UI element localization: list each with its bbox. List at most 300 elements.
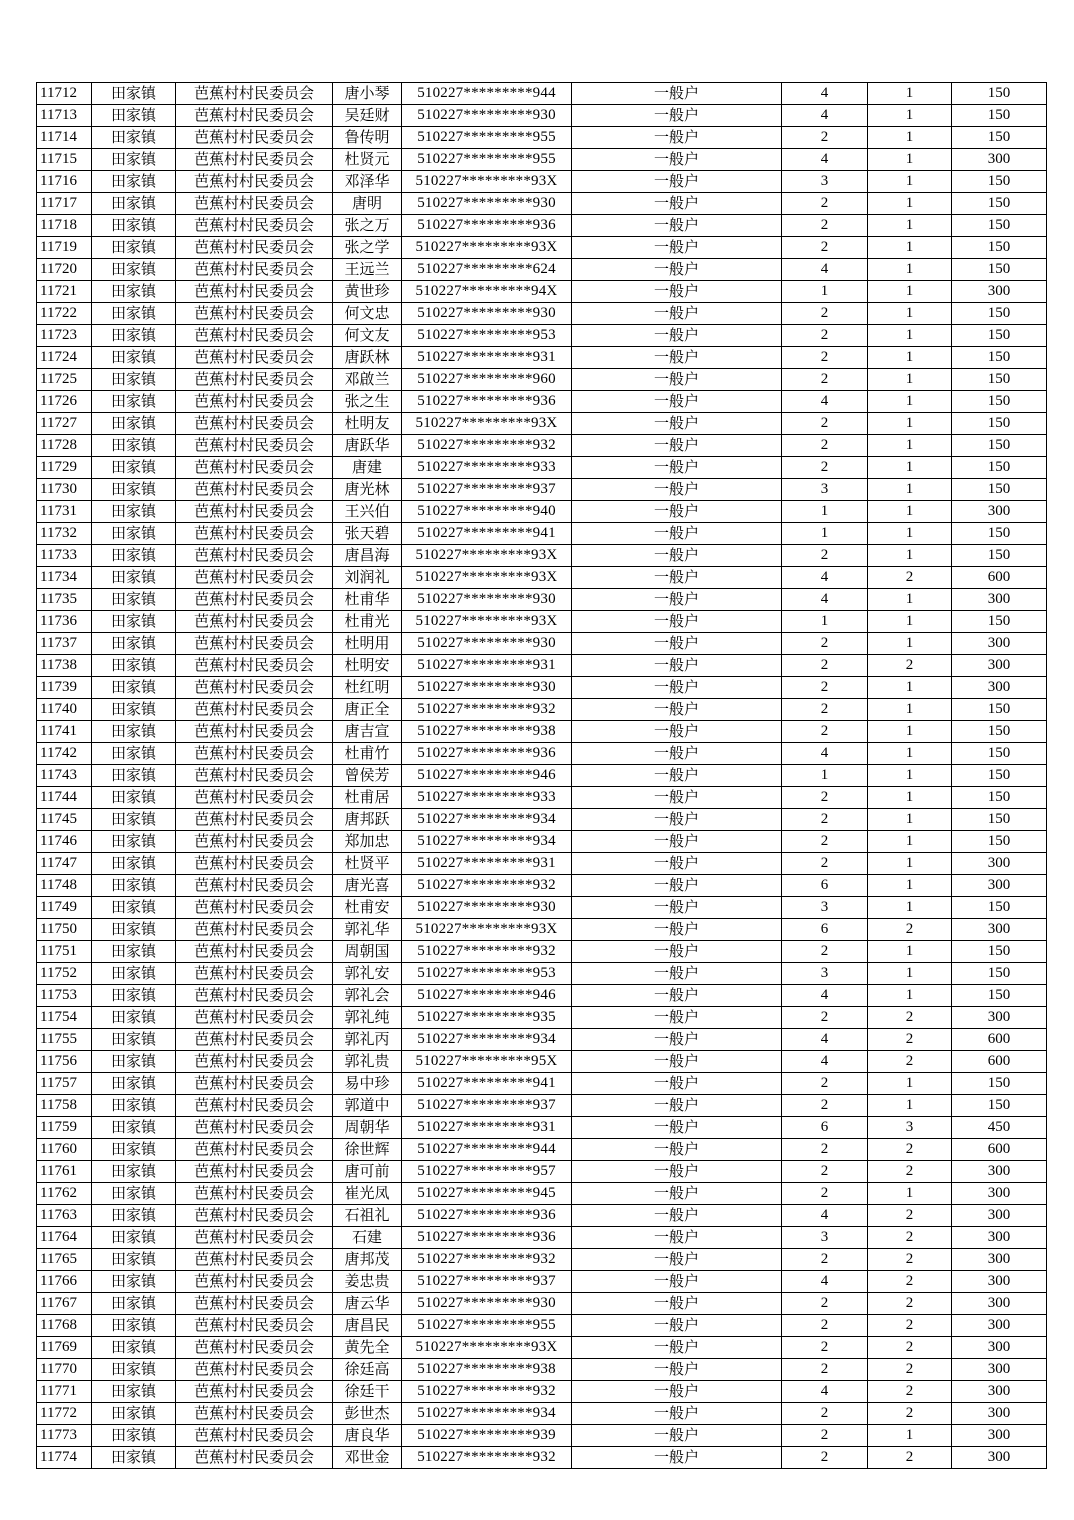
cell-amount: 300: [952, 1205, 1047, 1227]
cell-row-number: 11747: [37, 853, 92, 875]
cell-amount: 150: [952, 413, 1047, 435]
cell-count: 1: [868, 259, 952, 281]
cell-id-number: 510227*********955: [402, 149, 572, 171]
cell-household-type: 一般户: [572, 809, 782, 831]
cell-town: 田家镇: [92, 1337, 176, 1359]
cell-town: 田家镇: [92, 281, 176, 303]
cell-householder-name: 邓泽华: [333, 171, 402, 193]
cell-amount: 300: [952, 1447, 1047, 1469]
cell-village-committee: 芭蕉村村民委员会: [176, 1359, 333, 1381]
cell-household-type: 一般户: [572, 831, 782, 853]
cell-household-type: 一般户: [572, 985, 782, 1007]
cell-town: 田家镇: [92, 1161, 176, 1183]
cell-town: 田家镇: [92, 215, 176, 237]
cell-count: 1: [868, 215, 952, 237]
cell-town: 田家镇: [92, 721, 176, 743]
cell-household-type: 一般户: [572, 457, 782, 479]
cell-household-type: 一般户: [572, 1029, 782, 1051]
cell-household-type: 一般户: [572, 677, 782, 699]
cell-id-number: 510227*********93X: [402, 611, 572, 633]
cell-count: 3: [868, 1117, 952, 1139]
cell-count: 1: [868, 589, 952, 611]
cell-id-number: 510227*********953: [402, 963, 572, 985]
cell-count: 2: [868, 1161, 952, 1183]
cell-id-number: 510227*********953: [402, 325, 572, 347]
cell-household-type: 一般户: [572, 1205, 782, 1227]
cell-householder-name: 姜忠贵: [333, 1271, 402, 1293]
table-row: [37, 1425, 1047, 1447]
cell-householder-name: 唐建: [333, 457, 402, 479]
cell-household-type: 一般户: [572, 787, 782, 809]
cell-village-committee: 芭蕉村村民委员会: [176, 501, 333, 523]
cell-household-size: 4: [782, 149, 868, 171]
cell-household-size: 6: [782, 919, 868, 941]
cell-row-number: 11768: [37, 1315, 92, 1337]
table-row: [37, 1403, 1047, 1425]
cell-id-number: 510227*********93X: [402, 237, 572, 259]
cell-household-type: 一般户: [572, 1183, 782, 1205]
cell-count: 1: [868, 721, 952, 743]
cell-row-number: 11772: [37, 1403, 92, 1425]
cell-town: 田家镇: [92, 1359, 176, 1381]
cell-town: 田家镇: [92, 347, 176, 369]
cell-householder-name: 石祖礼: [333, 1205, 402, 1227]
cell-row-number: 11765: [37, 1249, 92, 1271]
cell-town: 田家镇: [92, 1007, 176, 1029]
cell-village-committee: 芭蕉村村民委员会: [176, 567, 333, 589]
cell-household-size: 2: [782, 1447, 868, 1469]
cell-household-type: 一般户: [572, 149, 782, 171]
cell-town: 田家镇: [92, 1051, 176, 1073]
cell-household-size: 2: [782, 1403, 868, 1425]
cell-id-number: 510227*********939: [402, 1425, 572, 1447]
table-row: [37, 677, 1047, 699]
cell-householder-name: 周朝华: [333, 1117, 402, 1139]
cell-row-number: 11745: [37, 809, 92, 831]
cell-row-number: 11738: [37, 655, 92, 677]
cell-id-number: 510227*********955: [402, 127, 572, 149]
cell-id-number: 510227*********933: [402, 457, 572, 479]
cell-household-size: 2: [782, 809, 868, 831]
cell-id-number: 510227*********932: [402, 875, 572, 897]
cell-village-committee: 芭蕉村村民委员会: [176, 83, 333, 105]
cell-count: 1: [868, 523, 952, 545]
cell-household-type: 一般户: [572, 655, 782, 677]
cell-town: 田家镇: [92, 545, 176, 567]
cell-count: 1: [868, 127, 952, 149]
cell-household-size: 2: [782, 1073, 868, 1095]
cell-id-number: 510227*********94X: [402, 281, 572, 303]
table-body: [37, 83, 1047, 1469]
cell-household-type: 一般户: [572, 1073, 782, 1095]
cell-householder-name: 唐昌民: [333, 1315, 402, 1337]
cell-amount: 150: [952, 941, 1047, 963]
cell-householder-name: 张天碧: [333, 523, 402, 545]
cell-village-committee: 芭蕉村村民委员会: [176, 897, 333, 919]
cell-household-type: 一般户: [572, 413, 782, 435]
cell-village-committee: 芭蕉村村民委员会: [176, 457, 333, 479]
table-row: [37, 1095, 1047, 1117]
cell-amount: 300: [952, 1359, 1047, 1381]
cell-householder-name: 唐明: [333, 193, 402, 215]
cell-householder-name: 唐小琴: [333, 83, 402, 105]
cell-amount: 150: [952, 457, 1047, 479]
cell-household-type: 一般户: [572, 325, 782, 347]
cell-town: 田家镇: [92, 1271, 176, 1293]
cell-town: 田家镇: [92, 985, 176, 1007]
cell-village-committee: 芭蕉村村民委员会: [176, 1337, 333, 1359]
cell-household-size: 4: [782, 1205, 868, 1227]
cell-row-number: 11755: [37, 1029, 92, 1051]
cell-household-size: 4: [782, 985, 868, 1007]
cell-household-size: 2: [782, 633, 868, 655]
cell-row-number: 11752: [37, 963, 92, 985]
cell-household-type: 一般户: [572, 127, 782, 149]
cell-village-committee: 芭蕉村村民委员会: [176, 589, 333, 611]
cell-town: 田家镇: [92, 457, 176, 479]
cell-household-size: 1: [782, 523, 868, 545]
cell-amount: 150: [952, 171, 1047, 193]
cell-amount: 150: [952, 105, 1047, 127]
cell-amount: 300: [952, 677, 1047, 699]
cell-amount: 150: [952, 985, 1047, 1007]
cell-village-committee: 芭蕉村村民委员会: [176, 127, 333, 149]
cell-household-type: 一般户: [572, 523, 782, 545]
cell-town: 田家镇: [92, 325, 176, 347]
cell-count: 2: [868, 1205, 952, 1227]
cell-count: 1: [868, 237, 952, 259]
cell-householder-name: 唐吉宣: [333, 721, 402, 743]
cell-village-committee: 芭蕉村村民委员会: [176, 1249, 333, 1271]
cell-household-size: 2: [782, 413, 868, 435]
cell-household-size: 2: [782, 369, 868, 391]
cell-amount: 600: [952, 1029, 1047, 1051]
cell-town: 田家镇: [92, 149, 176, 171]
cell-householder-name: 杜甫安: [333, 897, 402, 919]
cell-household-size: 2: [782, 193, 868, 215]
cell-amount: 150: [952, 127, 1047, 149]
cell-household-type: 一般户: [572, 611, 782, 633]
cell-household-size: 3: [782, 897, 868, 919]
cell-amount: 150: [952, 369, 1047, 391]
cell-household-size: 6: [782, 1117, 868, 1139]
cell-village-committee: 芭蕉村村民委员会: [176, 303, 333, 325]
table-row: [37, 1293, 1047, 1315]
cell-town: 田家镇: [92, 127, 176, 149]
cell-amount: 300: [952, 1183, 1047, 1205]
cell-town: 田家镇: [92, 479, 176, 501]
cell-town: 田家镇: [92, 853, 176, 875]
cell-count: 1: [868, 545, 952, 567]
cell-household-type: 一般户: [572, 1007, 782, 1029]
cell-amount: 300: [952, 1161, 1047, 1183]
cell-householder-name: 杜甫居: [333, 787, 402, 809]
table-row: [37, 369, 1047, 391]
cell-town: 田家镇: [92, 1073, 176, 1095]
table-row: [37, 853, 1047, 875]
cell-count: 2: [868, 1315, 952, 1337]
cell-count: 1: [868, 347, 952, 369]
cell-village-committee: 芭蕉村村民委员会: [176, 215, 333, 237]
cell-amount: 300: [952, 1249, 1047, 1271]
cell-count: 1: [868, 1095, 952, 1117]
cell-householder-name: 杜甫竹: [333, 743, 402, 765]
cell-household-type: 一般户: [572, 1425, 782, 1447]
table-row: [37, 787, 1047, 809]
cell-village-committee: 芭蕉村村民委员会: [176, 831, 333, 853]
cell-household-size: 2: [782, 457, 868, 479]
cell-town: 田家镇: [92, 237, 176, 259]
table-row: [37, 721, 1047, 743]
cell-id-number: 510227*********93X: [402, 1337, 572, 1359]
cell-id-number: 510227*********931: [402, 853, 572, 875]
cell-amount: 150: [952, 787, 1047, 809]
cell-count: 1: [868, 171, 952, 193]
cell-row-number: 11734: [37, 567, 92, 589]
cell-household-type: 一般户: [572, 281, 782, 303]
cell-row-number: 11735: [37, 589, 92, 611]
cell-count: 1: [868, 1183, 952, 1205]
cell-household-type: 一般户: [572, 501, 782, 523]
table-row: [37, 1161, 1047, 1183]
cell-village-committee: 芭蕉村村民委员会: [176, 633, 333, 655]
cell-household-size: 2: [782, 1293, 868, 1315]
table-row: [37, 919, 1047, 941]
cell-householder-name: 吴廷财: [333, 105, 402, 127]
cell-household-type: 一般户: [572, 545, 782, 567]
table-row: [37, 809, 1047, 831]
cell-id-number: 510227*********941: [402, 1073, 572, 1095]
cell-id-number: 510227*********938: [402, 1359, 572, 1381]
cell-count: 1: [868, 325, 952, 347]
cell-count: 1: [868, 677, 952, 699]
cell-row-number: 11712: [37, 83, 92, 105]
table-row: [37, 127, 1047, 149]
table-row: [37, 391, 1047, 413]
cell-household-size: 2: [782, 677, 868, 699]
table-row: [37, 193, 1047, 215]
cell-household-type: 一般户: [572, 1447, 782, 1469]
cell-amount: 300: [952, 875, 1047, 897]
cell-row-number: 11733: [37, 545, 92, 567]
cell-household-size: 2: [782, 215, 868, 237]
cell-householder-name: 郭礼华: [333, 919, 402, 941]
cell-row-number: 11767: [37, 1293, 92, 1315]
cell-householder-name: 杜甫华: [333, 589, 402, 611]
cell-household-type: 一般户: [572, 1249, 782, 1271]
table-row: [37, 611, 1047, 633]
table-row: [37, 897, 1047, 919]
cell-household-size: 2: [782, 1139, 868, 1161]
cell-village-committee: 芭蕉村村民委员会: [176, 941, 333, 963]
cell-household-type: 一般户: [572, 919, 782, 941]
cell-amount: 150: [952, 193, 1047, 215]
cell-householder-name: 杜明安: [333, 655, 402, 677]
table-row: [37, 941, 1047, 963]
cell-id-number: 510227*********944: [402, 1139, 572, 1161]
cell-amount: 300: [952, 1425, 1047, 1447]
cell-row-number: 11754: [37, 1007, 92, 1029]
cell-town: 田家镇: [92, 1447, 176, 1469]
cell-amount: 150: [952, 391, 1047, 413]
cell-household-type: 一般户: [572, 215, 782, 237]
cell-amount: 300: [952, 1381, 1047, 1403]
cell-count: 1: [868, 501, 952, 523]
cell-village-committee: 芭蕉村村民委员会: [176, 655, 333, 677]
cell-count: 1: [868, 391, 952, 413]
cell-household-size: 4: [782, 1051, 868, 1073]
cell-id-number: 510227*********932: [402, 1249, 572, 1271]
cell-village-committee: 芭蕉村村民委员会: [176, 787, 333, 809]
cell-household-size: 2: [782, 1007, 868, 1029]
cell-town: 田家镇: [92, 193, 176, 215]
cell-household-type: 一般户: [572, 1337, 782, 1359]
cell-count: 2: [868, 1007, 952, 1029]
cell-householder-name: 郭礼会: [333, 985, 402, 1007]
cell-town: 田家镇: [92, 1117, 176, 1139]
cell-town: 田家镇: [92, 1249, 176, 1271]
cell-village-committee: 芭蕉村村民委员会: [176, 237, 333, 259]
cell-id-number: 510227*********93X: [402, 171, 572, 193]
cell-id-number: 510227*********946: [402, 985, 572, 1007]
cell-row-number: 11740: [37, 699, 92, 721]
cell-town: 田家镇: [92, 83, 176, 105]
cell-town: 田家镇: [92, 1139, 176, 1161]
cell-row-number: 11729: [37, 457, 92, 479]
cell-household-size: 6: [782, 875, 868, 897]
cell-householder-name: 唐跃华: [333, 435, 402, 457]
cell-id-number: 510227*********931: [402, 347, 572, 369]
cell-id-number: 510227*********93X: [402, 545, 572, 567]
cell-id-number: 510227*********93X: [402, 567, 572, 589]
table-row: [37, 1227, 1047, 1249]
cell-amount: 150: [952, 611, 1047, 633]
table-row: [37, 1249, 1047, 1271]
cell-household-type: 一般户: [572, 567, 782, 589]
cell-village-committee: 芭蕉村村民委员会: [176, 1139, 333, 1161]
cell-amount: 300: [952, 1227, 1047, 1249]
cell-row-number: 11722: [37, 303, 92, 325]
cell-household-size: 3: [782, 963, 868, 985]
cell-amount: 600: [952, 1051, 1047, 1073]
cell-village-committee: 芭蕉村村民委员会: [176, 1227, 333, 1249]
cell-row-number: 11718: [37, 215, 92, 237]
cell-id-number: 510227*********930: [402, 897, 572, 919]
table-row: [37, 1359, 1047, 1381]
cell-household-size: 2: [782, 1425, 868, 1447]
cell-household-size: 3: [782, 1227, 868, 1249]
cell-village-committee: 芭蕉村村民委员会: [176, 765, 333, 787]
cell-id-number: 510227*********934: [402, 1029, 572, 1051]
cell-householder-name: 唐云华: [333, 1293, 402, 1315]
cell-household-type: 一般户: [572, 1293, 782, 1315]
cell-householder-name: 唐光喜: [333, 875, 402, 897]
cell-householder-name: 郭礼安: [333, 963, 402, 985]
table-row: [37, 171, 1047, 193]
cell-count: 1: [868, 303, 952, 325]
cell-village-committee: 芭蕉村村民委员会: [176, 259, 333, 281]
cell-village-committee: 芭蕉村村民委员会: [176, 875, 333, 897]
table-row: [37, 963, 1047, 985]
cell-row-number: 11741: [37, 721, 92, 743]
table-row: [37, 523, 1047, 545]
cell-household-type: 一般户: [572, 83, 782, 105]
cell-town: 田家镇: [92, 1315, 176, 1337]
cell-id-number: 510227*********944: [402, 83, 572, 105]
cell-household-size: 2: [782, 435, 868, 457]
cell-household-type: 一般户: [572, 633, 782, 655]
cell-row-number: 11746: [37, 831, 92, 853]
cell-town: 田家镇: [92, 831, 176, 853]
table-row: [37, 1007, 1047, 1029]
cell-household-size: 4: [782, 259, 868, 281]
cell-householder-name: 杜甫光: [333, 611, 402, 633]
cell-count: 2: [868, 1403, 952, 1425]
cell-householder-name: 王兴伯: [333, 501, 402, 523]
cell-town: 田家镇: [92, 1205, 176, 1227]
table-row: [37, 633, 1047, 655]
cell-count: 1: [868, 633, 952, 655]
cell-town: 田家镇: [92, 809, 176, 831]
table-row: [37, 435, 1047, 457]
cell-householder-name: 邓世金: [333, 1447, 402, 1469]
data-table-container: [36, 82, 1046, 1469]
cell-id-number: 510227*********930: [402, 193, 572, 215]
cell-householder-name: 张之生: [333, 391, 402, 413]
table-row: [37, 149, 1047, 171]
cell-count: 1: [868, 875, 952, 897]
cell-householder-name: 杜明友: [333, 413, 402, 435]
cell-row-number: 11732: [37, 523, 92, 545]
cell-town: 田家镇: [92, 1293, 176, 1315]
table-row: [37, 501, 1047, 523]
table-row: [37, 655, 1047, 677]
cell-amount: 150: [952, 963, 1047, 985]
cell-amount: 150: [952, 897, 1047, 919]
cell-amount: 150: [952, 743, 1047, 765]
cell-town: 田家镇: [92, 259, 176, 281]
cell-village-committee: 芭蕉村村民委员会: [176, 1425, 333, 1447]
cell-village-committee: 芭蕉村村民委员会: [176, 1117, 333, 1139]
cell-count: 1: [868, 809, 952, 831]
cell-household-type: 一般户: [572, 237, 782, 259]
cell-row-number: 11737: [37, 633, 92, 655]
cell-amount: 300: [952, 1271, 1047, 1293]
cell-town: 田家镇: [92, 1227, 176, 1249]
cell-row-number: 11725: [37, 369, 92, 391]
cell-village-committee: 芭蕉村村民委员会: [176, 1183, 333, 1205]
cell-amount: 150: [952, 237, 1047, 259]
cell-amount: 300: [952, 1007, 1047, 1029]
cell-id-number: 510227*********946: [402, 765, 572, 787]
cell-household-type: 一般户: [572, 479, 782, 501]
cell-amount: 300: [952, 1315, 1047, 1337]
cell-household-type: 一般户: [572, 1271, 782, 1293]
cell-id-number: 510227*********934: [402, 1403, 572, 1425]
cell-town: 田家镇: [92, 369, 176, 391]
cell-id-number: 510227*********932: [402, 1381, 572, 1403]
cell-town: 田家镇: [92, 699, 176, 721]
cell-count: 1: [868, 193, 952, 215]
cell-household-type: 一般户: [572, 303, 782, 325]
cell-count: 1: [868, 831, 952, 853]
cell-household-size: 2: [782, 303, 868, 325]
cell-id-number: 510227*********936: [402, 215, 572, 237]
cell-id-number: 510227*********93X: [402, 413, 572, 435]
cell-count: 1: [868, 941, 952, 963]
table-row: [37, 699, 1047, 721]
cell-household-type: 一般户: [572, 1359, 782, 1381]
